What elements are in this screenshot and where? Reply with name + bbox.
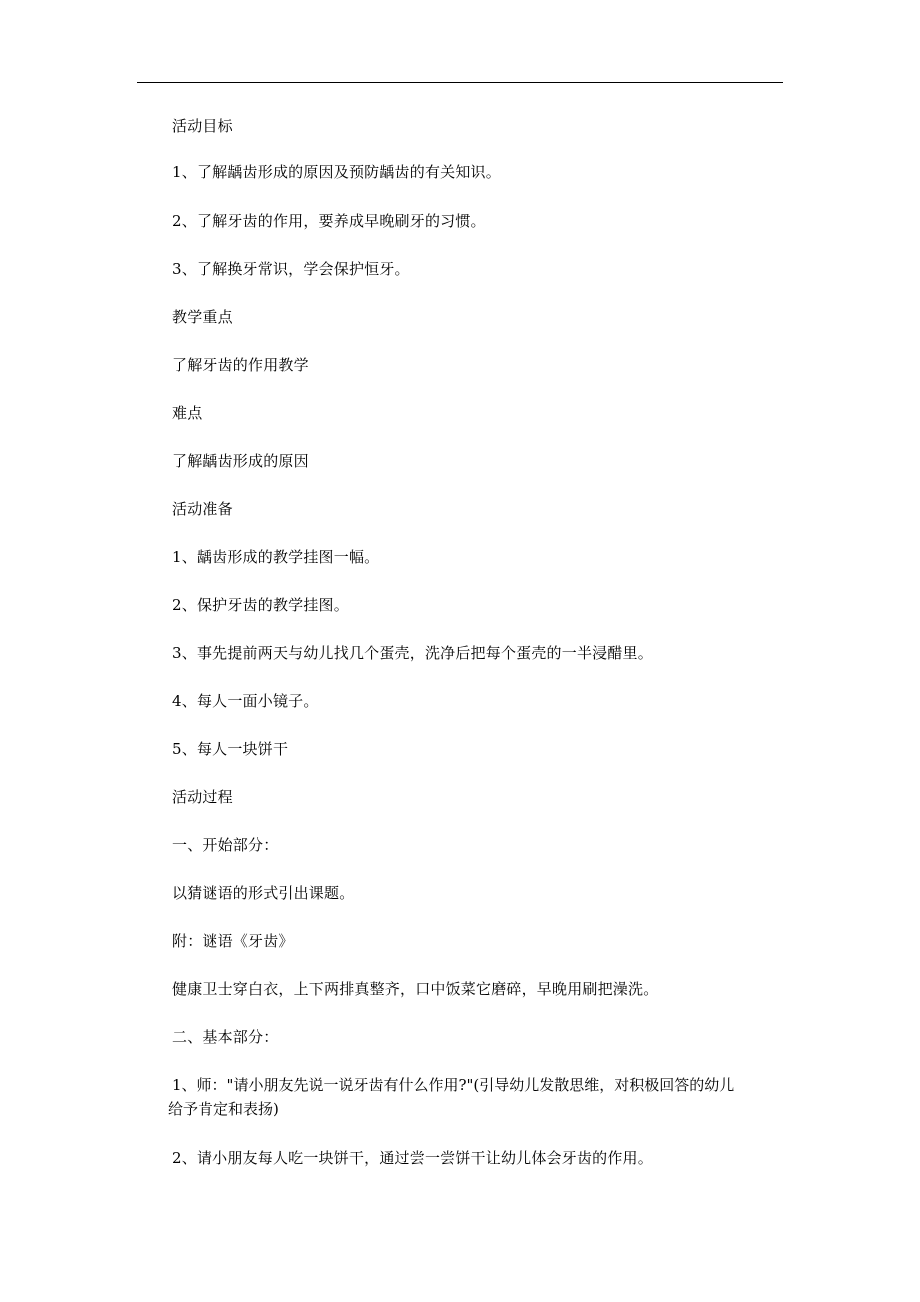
prep-item-5: 5、每人一块饼干 [172,740,289,758]
riddle-text: 健康卫士穿白衣，上下两排真整齐，口中饭菜它磨碎，早晚用刷把澡洗。 [172,980,659,998]
basic-item-1 [168,1073,784,1121]
prep-item-3: 3、事先提前两天与幼儿找几个蛋壳，洗净后把每个蛋壳的一半浸醋里。 [172,644,653,662]
basic-item-1-line-2: 给予肯定和表扬) [168,1100,279,1118]
riddle-intro: 以猜谜语的形式引出课题。 [172,884,355,902]
heading-difficulty: 难点 [172,404,203,422]
prep-item-1: 1、龋齿形成的教学挂图一幅。 [172,548,380,566]
riddle-title: 附：谜语《牙齿》 [172,932,294,950]
prep-item-2: 2、保护牙齿的教学挂图。 [172,596,349,614]
heading-activity-goals: 活动目标 [172,117,233,135]
basic-item-1-line-1: 1、师："请小朋友先说一说牙齿有什么作用?"(引导幼儿发散思维，对积极回答的幼儿 [172,1076,735,1094]
heading-activity-prep: 活动准备 [172,500,233,518]
section-basic-heading: 二、基本部分： [172,1028,279,1046]
heading-teaching-focus: 教学重点 [172,308,233,326]
goal-item-3: 3、了解换牙常识，学会保护恒牙。 [172,260,410,278]
prep-item-4: 4、每人一面小镜子。 [172,692,319,710]
goal-item-2: 2、了解牙齿的作用，要养成早晚刷牙的习惯。 [172,212,486,230]
basic-item-2: 2、请小朋友每人吃一块饼干，通过尝一尝饼干让幼儿体会牙齿的作用。 [172,1149,653,1167]
goal-item-1: 1、了解龋齿形成的原因及预防龋齿的有关知识。 [172,163,501,181]
difficulty-text: 了解龋齿形成的原因 [172,452,309,470]
heading-activity-process: 活动过程 [172,788,233,806]
section-start-heading: 一、开始部分： [172,836,279,854]
teaching-focus-text: 了解牙齿的作用教学 [172,356,309,374]
